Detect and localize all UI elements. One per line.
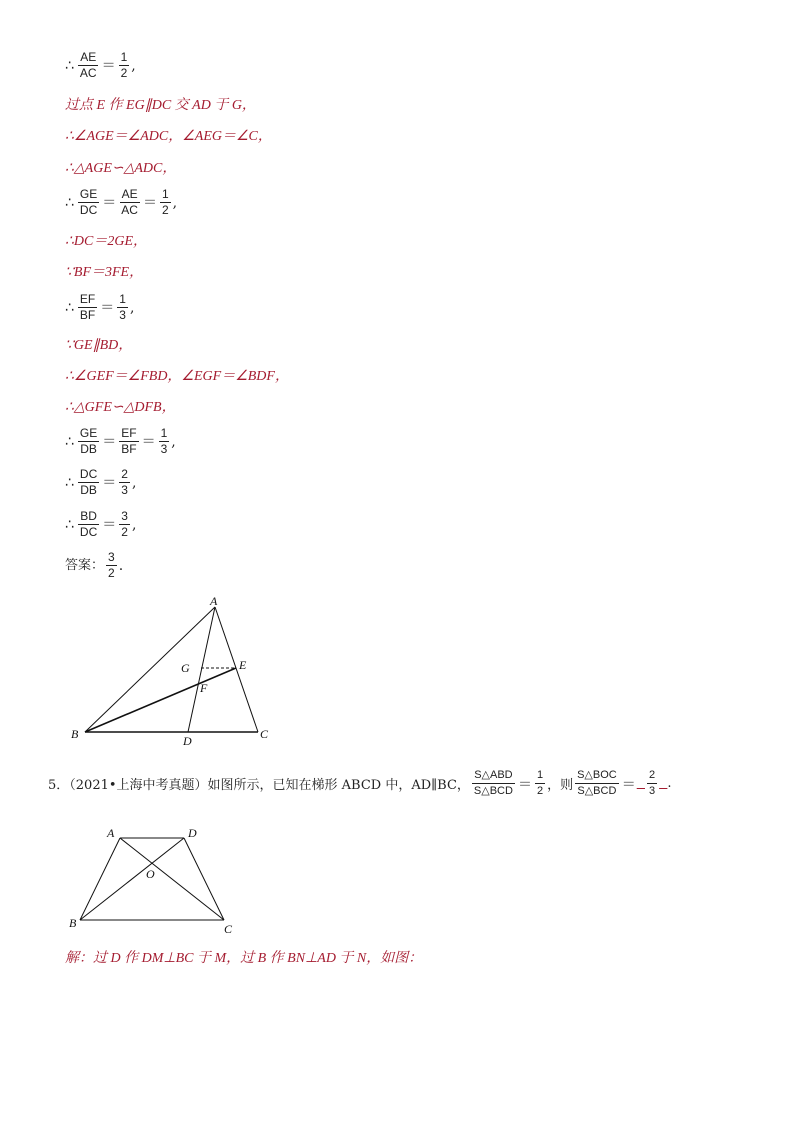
ratio-value: $\frac{1}{2}$ <box>536 769 544 797</box>
fraction: $\frac{EF}{BF}$ <box>121 426 137 456</box>
diagonal-ac <box>120 838 224 920</box>
answer-fraction: $\frac{2}{3}$ <box>648 769 656 797</box>
line-5: ∴ $\frac{GE}{DC}$ ＝ $\frac{AE}{AC}$ ＝ $\frac{1}{2}$ , <box>65 187 178 217</box>
question-5: 5．（2021•上海中考真题）如图所示，已知在梯形 ABCD 中，AD∥BC， $\frac{\text{S△ABD}}{\text{S△BCD}}$ ＝ $\frac{1}{2}$ ，则 $\frac{\text{S△BOC}}{\text{S△BCD}}$ ＝ $\frac{2}{3}$ . <box>48 769 672 797</box>
line-2: 过点 E 作 EG∥DC 交 AD 于 G， <box>65 98 256 113</box>
fraction: $\frac{GE}{DC}$ <box>79 187 98 217</box>
line-4: ∴△AGE∽△ADC， <box>65 161 177 176</box>
fraction: $\frac{1}{2}$ <box>120 50 128 80</box>
fraction: $\frac{1}{3}$ <box>160 426 168 456</box>
question-5-prefix: 5．（2021•上海中考真题）如图所示，已知在梯形 ABCD 中，AD∥BC， <box>48 778 470 793</box>
answer-line: 答案： $\frac{3}{2}$ . <box>65 550 124 580</box>
answer-label: 答案： <box>65 557 105 573</box>
label-f: F <box>200 681 208 695</box>
segment-ab <box>85 607 215 732</box>
segment-dc <box>184 838 224 920</box>
line-7: ∵BF＝3FE， <box>65 265 144 280</box>
line-9: ∵GE∥BD， <box>65 338 133 353</box>
therefore-symbol: ∴ <box>65 57 74 74</box>
line-8: ∴ $\frac{EF}{BF}$ ＝ $\frac{1}{3}$ , <box>65 292 135 322</box>
fraction: $\frac{2}{3}$ <box>121 467 128 497</box>
segment-be <box>85 668 236 732</box>
label-a: A <box>210 595 218 608</box>
therefore-symbol: ∴ <box>65 299 74 316</box>
diagonal-bd <box>80 838 184 920</box>
line-3: ∴∠AGE＝∠ADC，∠AEG＝∠C， <box>65 129 272 144</box>
label-c: C <box>260 727 269 741</box>
label-d: D <box>183 734 192 748</box>
fraction: $\frac{AE}{AC}$ <box>121 187 138 217</box>
segment-ac <box>215 607 258 732</box>
therefore-symbol: ∴ <box>65 433 74 450</box>
label-d: D <box>188 826 197 840</box>
fraction: $\frac{EF}{BF}$ <box>79 292 96 322</box>
line-1: ∴ $\frac{AE}{AC}$ ＝ $\frac{1}{2}$ , <box>65 50 136 80</box>
segment-ab <box>80 838 120 920</box>
fraction: $\frac{1}{3}$ <box>119 292 126 322</box>
answer-fraction: $\frac{3}{2}$ <box>108 550 115 580</box>
label-b: B <box>69 916 77 930</box>
fraction: $\frac{BD}{DC}$ <box>79 509 98 539</box>
fraction: $\frac{1}{2}$ <box>161 187 169 217</box>
fraction: $\frac{3}{2}$ <box>121 509 128 539</box>
fraction: $\frac{GE}{DB}$ <box>79 426 98 456</box>
line-12: ∴ $\frac{GE}{DB}$ ＝ $\frac{EF}{BF}$ ＝ $\frac{1}{3}$ , <box>65 426 176 456</box>
ratio-boc-bcd: $\frac{\text{S△BOC}}{\text{S△BCD}}$ <box>577 769 617 797</box>
fraction: $\frac{DC}{DB}$ <box>79 467 98 497</box>
line-13: ∴ $\frac{DC}{DB}$ ＝ $\frac{2}{3}$ , <box>65 467 137 497</box>
label-a: A <box>107 826 115 840</box>
answer-blank <box>637 768 668 799</box>
label-e: E <box>239 658 247 672</box>
label-c: C <box>224 922 233 936</box>
solution-line: 解：过 D 作 DM⊥BC 于 M，过 B 作 BN⊥AD 于 N，如图： <box>65 951 423 966</box>
segment-ad <box>188 607 215 732</box>
therefore-symbol: ∴ <box>65 194 74 211</box>
ratio-abd-bcd: $\frac{\text{S△ABD}}{\text{S△BCD}}$ <box>473 769 513 797</box>
trapezoid-figure <box>60 820 250 940</box>
line-6: ∴DC＝2GE， <box>65 234 148 249</box>
label-b: B <box>71 727 79 741</box>
therefore-symbol: ∴ <box>65 474 74 491</box>
line-14: ∴ $\frac{BD}{DC}$ ＝ $\frac{3}{2}$ , <box>65 509 137 539</box>
line-10: ∴∠GEF＝∠FBD，∠EGF＝∠BDF， <box>65 369 289 384</box>
label-o: O <box>146 867 155 881</box>
fraction: $\frac{AE}{AC}$ <box>79 50 97 80</box>
line-11: ∴△GFE∽△DFB， <box>65 400 176 415</box>
label-g: G <box>181 661 190 675</box>
therefore-symbol: ∴ <box>65 516 74 533</box>
triangle-figure <box>60 595 290 750</box>
